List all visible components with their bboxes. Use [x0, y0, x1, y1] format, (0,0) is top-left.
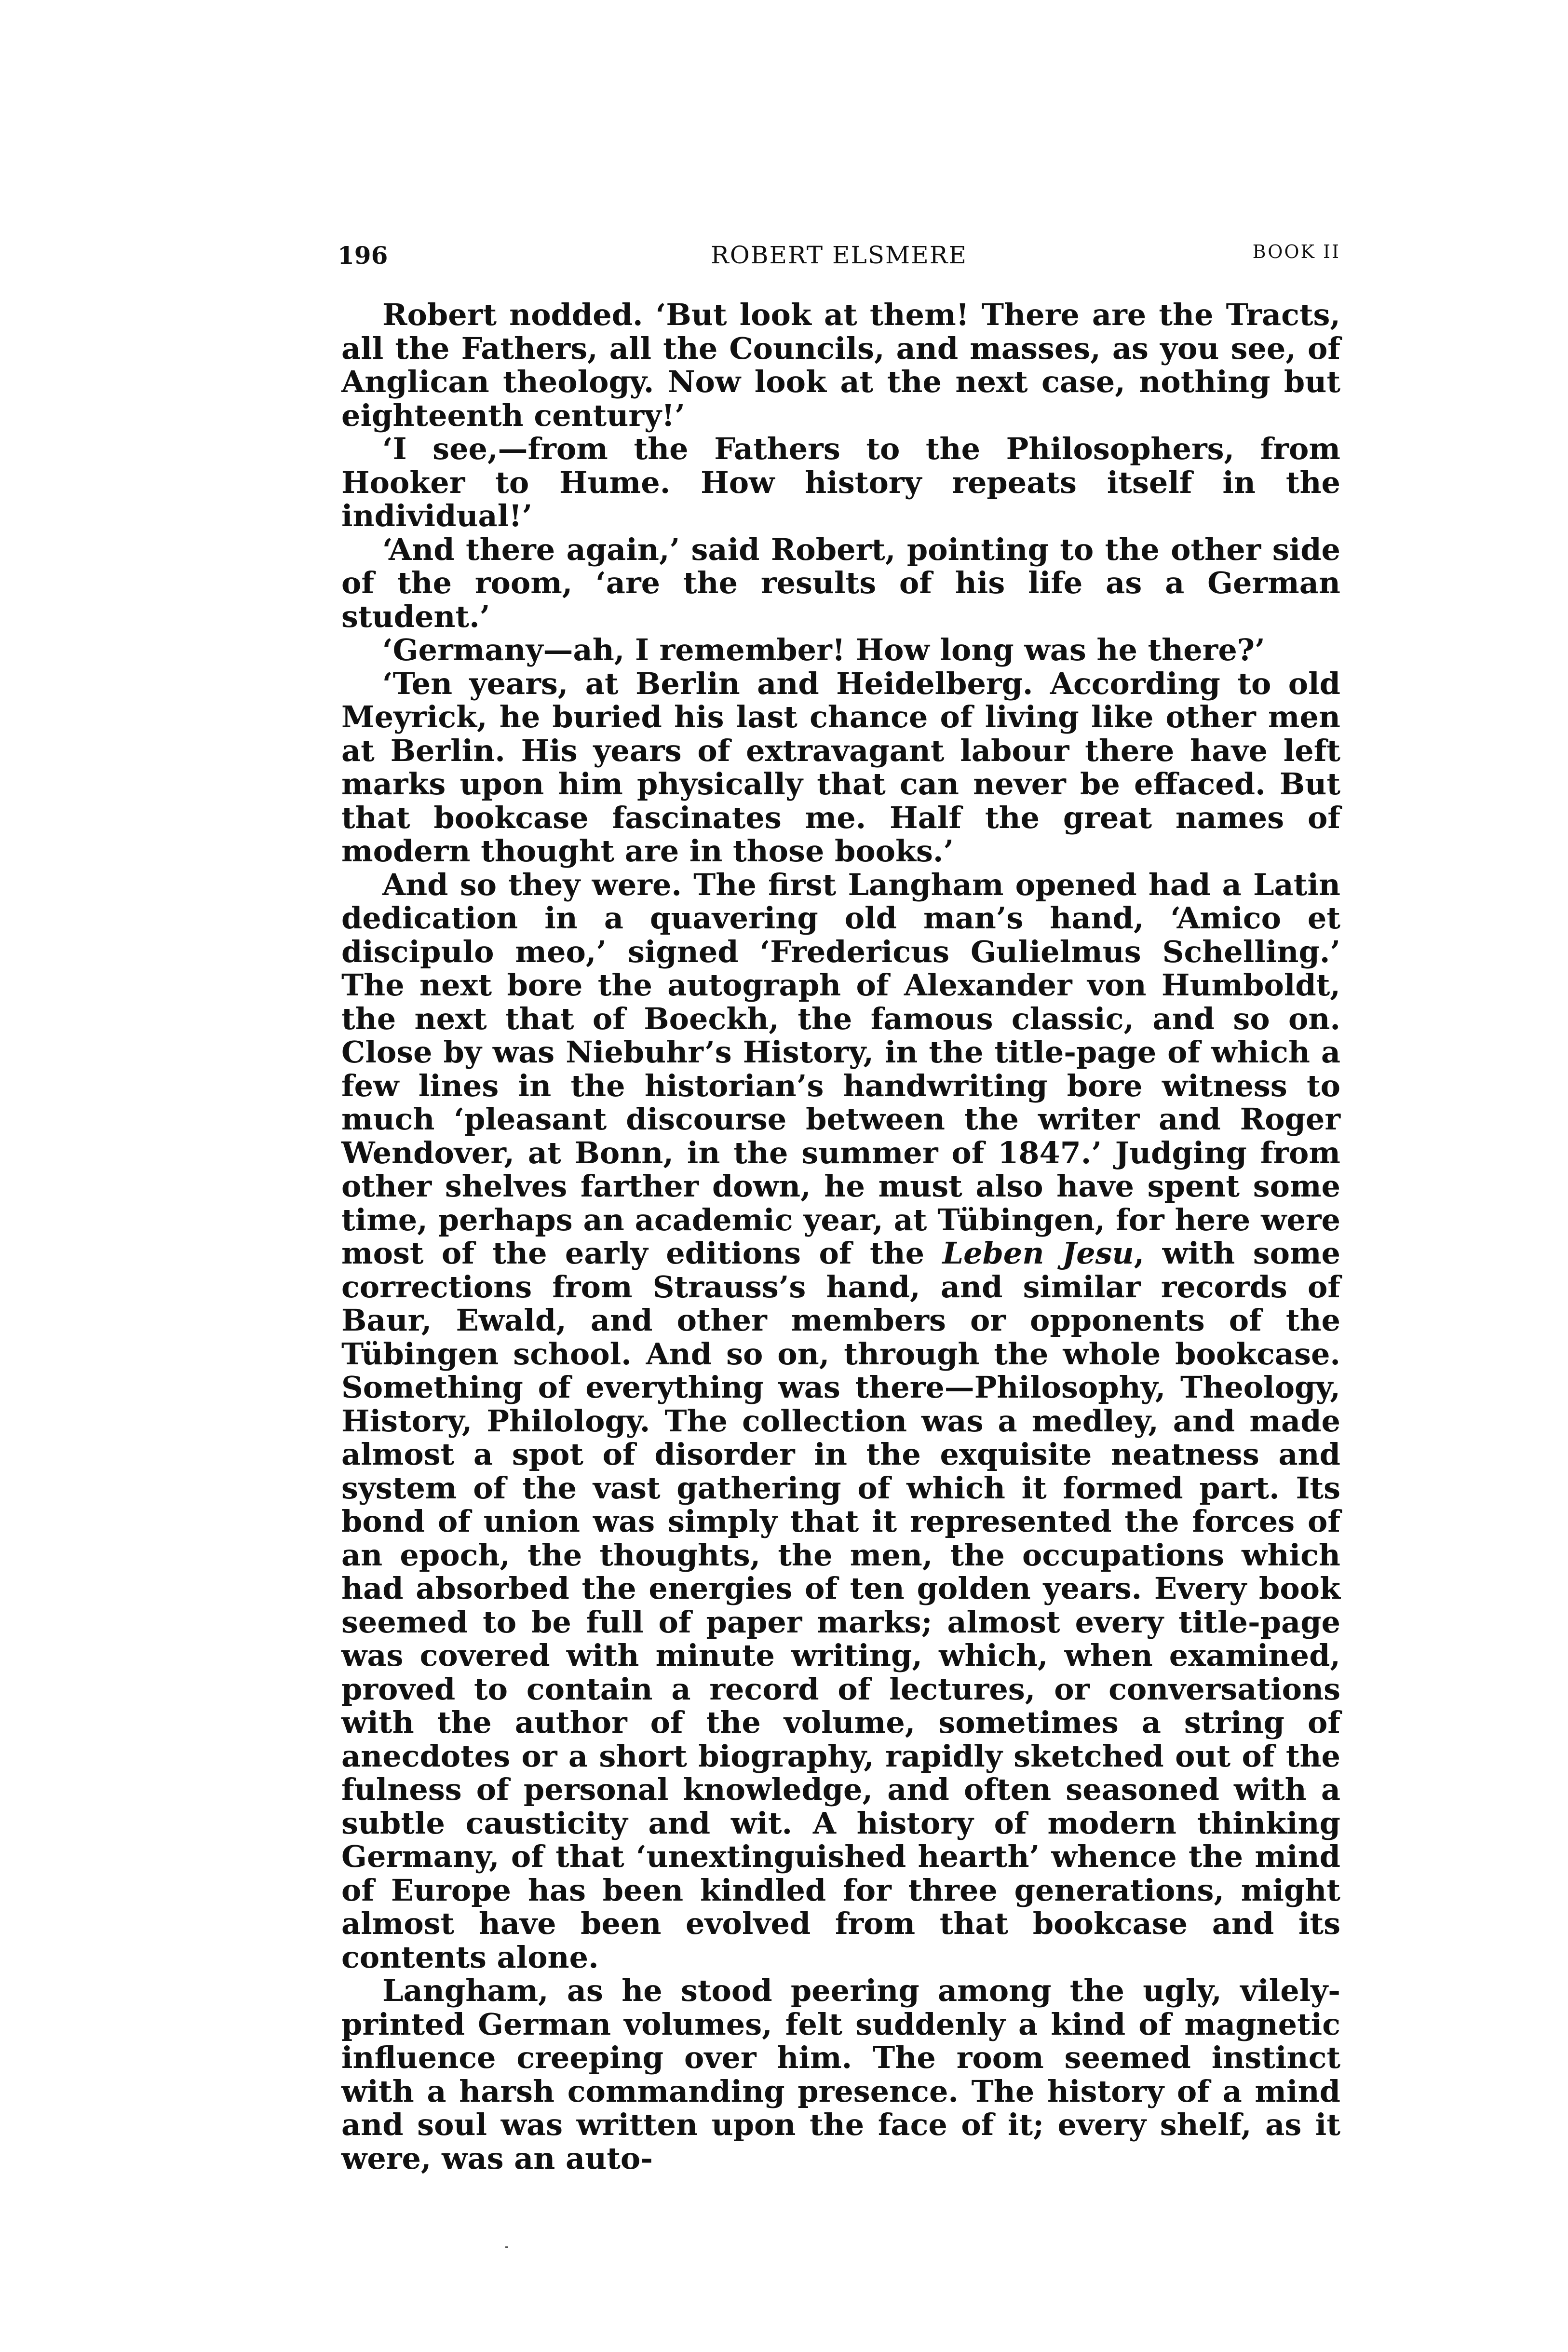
body-text	[341, 298, 1340, 2175]
paragraph: ‘Germany—ah, I remember! How long was he there?’	[382, 632, 1265, 667]
paragraph	[341, 868, 1340, 1974]
paragraph: Robert nodded. ‘But look at them! There are the Tracts, all the Fathers, all the Councils, and masses, as you see, of Anglican theology. Now look at the next case, nothing but eighteenth century!’	[341, 297, 1340, 433]
book-title-italic: Leben Jesu	[942, 1236, 1134, 1271]
book-label: BOOK II	[1252, 241, 1340, 262]
stray-ink-mark	[505, 2246, 508, 2248]
page-number: 196	[338, 241, 388, 270]
running-header	[338, 241, 1340, 275]
paragraph: ‘I see,—from the Fathers to the Philosophers, from Hooker to Hume. How history repeats itself in the individual!’	[341, 431, 1340, 533]
paragraph-text: And so they were. The first Langham opened had a Latin dedication in a quavering old man’s hand, ‘Amico et discipulo meo,’ signed ‘Fredericus Gulielmus Schelling.’ The next bore the autograph of Alexander von Humboldt, the next that of Boeckh, the famous classic, and so on. Close by was Niebuhr’s History, in the title-page of which a few lines in the historian’s handwriting bore witness to much ‘pleasant discourse between the writer and Roger Wendover, at Bonn, in the summer of 1847.’ Judging from other shelves farther down, he must also have spent some time, perhaps an academic year, at Tübingen, for here were most of the early editions of the	[341, 867, 1340, 1271]
paragraph: ‘And there again,’ said Robert, pointing to the other side of the room, ‘are the results of his life as a German student.’	[341, 531, 1340, 634]
paragraph-text: , with some corrections from Strauss’s hand, and similar records of Baur, Ewald, and other members or opponents of the Tübingen school. And so on, through the whole bookcase. Something of everything was there—Philosophy, Theology, History, Philology. The collection was a medley, and made almost a spot of disorder in the exquisite neatness and system of the vast gathering of which it formed part. Its bond of union was simply that it represented the forces of an epoch, the thoughts, the men, the occupations which had absorbed the energies of ten golden years. Every book seemed to be full of paper marks; almost every title-page was covered with minute writing, which, when examined, proved to contain a record of lectures, or conversations with the author of the volume, sometimes a string of anecdotes or a short biography, rapidly sketched out of the fulness of personal knowledge, and often seasoned with a subtle causticity and wit. A history of modern thinking Germany, of that ‘unextinguished hearth’ whence the mind of Europe has been kindled for three generations, might almost have been evolved from that bookcase and its contents alone.	[341, 1236, 1341, 1975]
paragraph: ‘Ten years, at Berlin and Heidelberg. According to old Meyrick, he buried his last chance of living like other men at Berlin. His years of extravagant labour there have left marks upon him physically that can never be effaced. But that bookcase fascinates me. Half the great names of modern thought are in those books.’	[341, 666, 1340, 869]
running-title: ROBERT ELSMERE	[711, 241, 967, 269]
paragraph: Langham, as he stood peering among the ugly, vilely-printed German volumes, felt suddenly a kind of magnetic influence creeping over him. The room seemed instinct with a harsh commanding presence. The history of a mind and soul was written upon the face of it; every shelf, as it were, was an auto-	[341, 1973, 1340, 2176]
